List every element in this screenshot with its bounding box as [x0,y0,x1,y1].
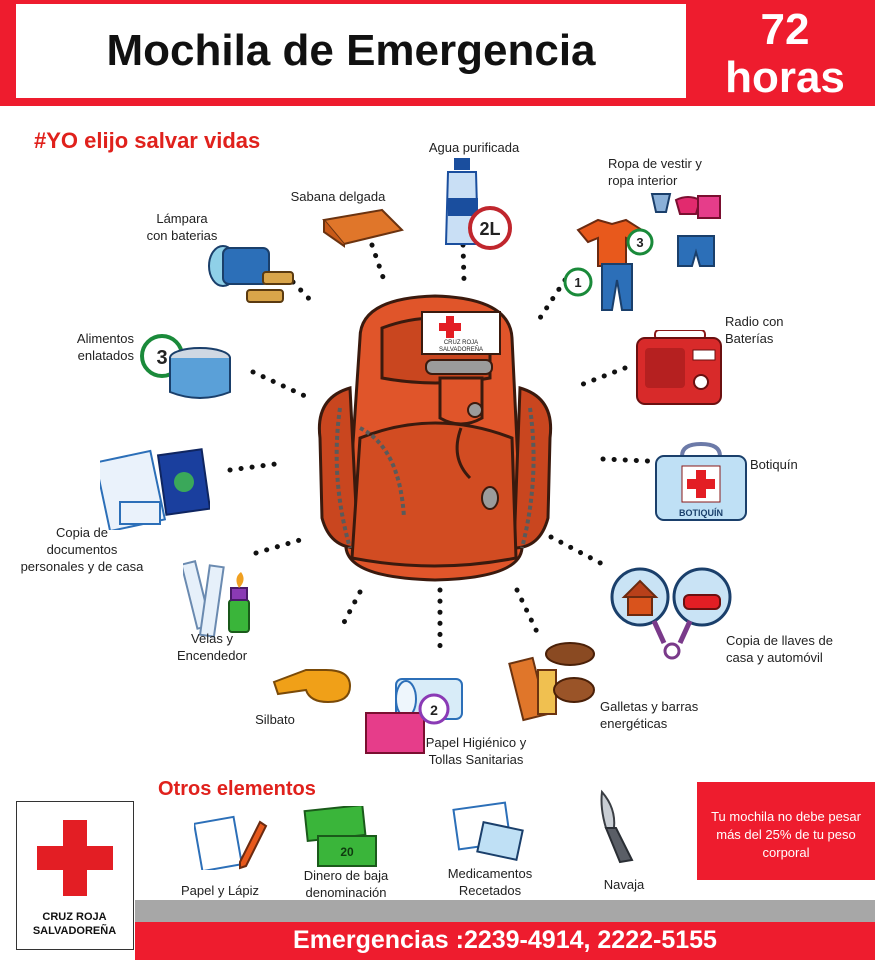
documents-icon [100,448,210,530]
cookies-bars-icon [508,640,598,725]
emergency-footer [135,922,875,960]
weight-note-box [697,782,875,880]
label-meds-1: Medicamentos [447,866,533,881]
hashtag: #YO elijo salvar vidas [34,128,261,153]
clothes-icon [560,190,730,315]
hours-number: 72 [760,5,810,54]
hours-word: horas [725,53,845,102]
clothes-badge-1: 1 [574,275,582,290]
label-candles-1: Velas y [191,631,233,646]
label-money-2: denominación [305,885,387,900]
label-documents-2: documentos [46,542,118,557]
label-documents-1: Copia de [55,525,109,540]
label-lamp-2: con baterias [146,228,218,243]
label-paper-pencil: Papel y Lápiz [180,883,260,898]
paper-pencil-icon [194,812,270,870]
label-keys-2: casa y automóvil [726,650,823,665]
label-knife: Navaja [603,877,645,892]
label-clothes-2: ropa interior [608,173,678,188]
grey-divider [135,900,875,922]
label-radio-1: Radio con [725,314,784,329]
sheet-icon [322,208,404,248]
water-badge: 2L [479,219,501,239]
medication-icon [450,800,526,862]
label-radio-2: Baterías [725,331,774,346]
label-documents-3: personales y de casa [20,559,144,574]
weight-note-text: Tu mochila no debe pesar más del 25% de tu peso corporal [711,809,861,860]
emergency-numbers: Emergencias :2239-4914, 2222-5155 [293,926,717,954]
label-canned-1: Alimentos [76,331,134,346]
first-aid-kit-icon [652,442,750,526]
backpack-tag-line2: SALVADOREÑA [438,347,484,353]
label-cookies-1: Galletas y barras [600,699,699,714]
label-water: Agua purificada [428,140,520,155]
paper-badge: 2 [430,702,438,718]
money-icon [302,806,384,868]
label-whistle: Silbato [255,712,295,727]
label-firstaid: Botiquín [750,457,798,472]
canned-badge: 3 [156,347,168,369]
label-meds-2: Recetados [458,883,522,898]
red-cross-logo [16,801,134,950]
backpack-tag-line1: CRUZ ROJA [443,340,479,346]
label-sheet: Sabana delgada [290,189,386,204]
label-paper-2: Tollas Sanitarias [428,752,524,767]
label-clothes-1: Ropa de vestir y [608,156,702,171]
keys-icon [608,565,738,660]
label-candles-2: Encendedor [176,648,248,663]
first-aid-box-text: BOTIQUÍN [679,508,723,518]
others-heading: Otros elementos [158,778,316,800]
water-bottle-icon [440,158,515,253]
page-title: Mochila de Emergencia [106,26,596,75]
label-cookies-2: energéticas [600,716,668,731]
canned-food-icon [140,330,235,405]
whistle-icon [270,660,355,705]
label-lamp-1: Lámpara [156,211,208,226]
knife-icon [592,788,642,866]
label-canned-2: enlatados [77,348,134,363]
backpack-illustration [300,278,570,588]
logo-line1: CRUZ ROJA [42,911,107,923]
label-money-1: Dinero de baja [303,868,389,883]
red-cross-icon [37,818,113,898]
label-paper-1: Papel Higiénico y [425,735,527,750]
radio-icon [635,330,725,410]
label-keys-1: Copia de llaves de [726,633,833,648]
clothes-badge-3: 3 [636,235,644,250]
logo-line2: SALVADOREÑA [32,925,117,937]
lamp-icon [205,238,300,316]
money-bill-value: 20 [340,845,354,859]
